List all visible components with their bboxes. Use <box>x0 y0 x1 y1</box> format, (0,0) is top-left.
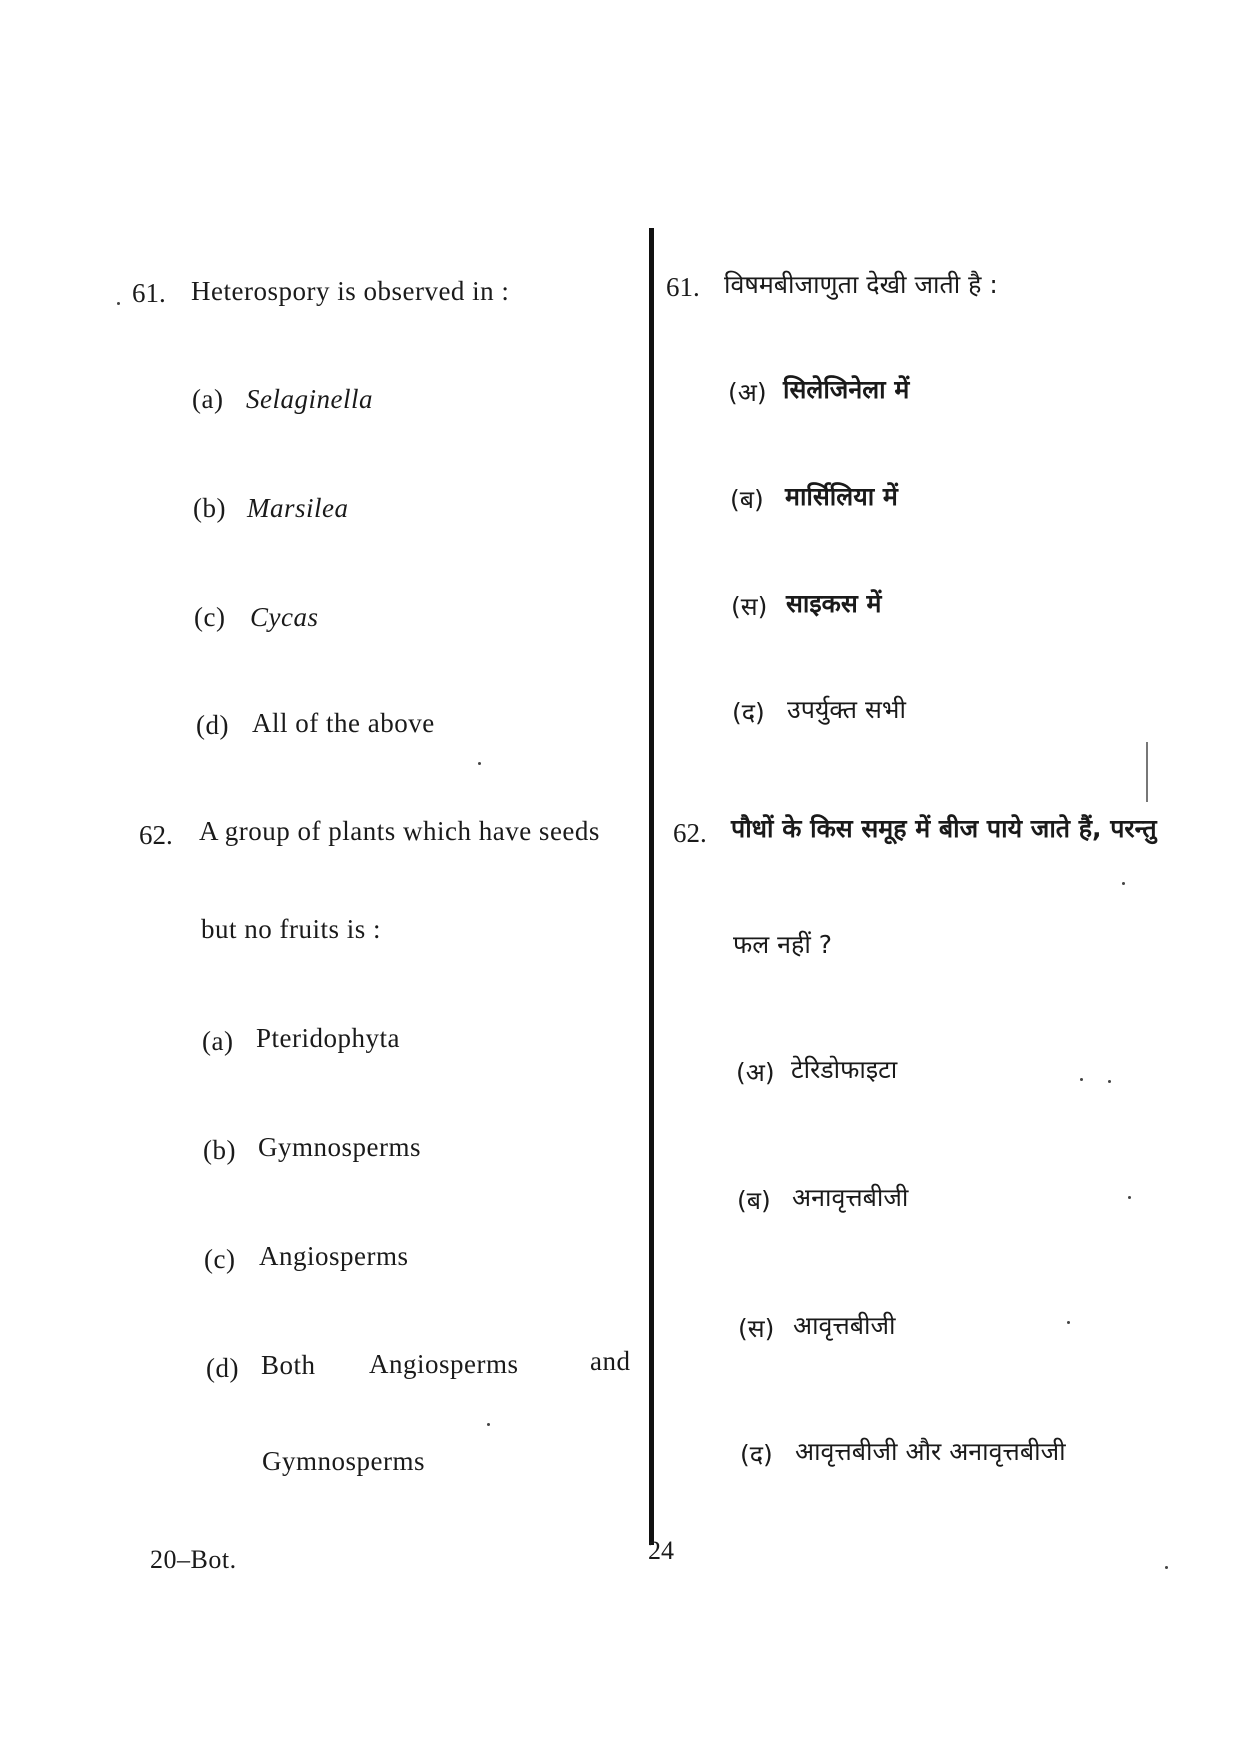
paper-code: 20–Bot. <box>150 1545 237 1574</box>
q61-option-c-text: Cycas <box>250 602 319 632</box>
q62-option-a-text: Pteridophyta <box>256 1023 400 1053</box>
q61-hi-option-a-text: सिलेजिनेला में <box>783 375 910 404</box>
q62-option-d-line2: Gymnosperms <box>262 1446 425 1476</box>
q62-option-c-label: (c) <box>204 1244 236 1274</box>
q61-hi-option-a-label: (अ) <box>728 378 767 407</box>
q62-option-d-word3: and <box>590 1346 631 1376</box>
q61-option-d-text: All of the above <box>252 708 435 738</box>
q61-option-b-label: (b) <box>193 493 226 523</box>
scan-speck <box>487 1423 490 1426</box>
q61-option-a-label: (a) <box>192 384 224 414</box>
q61-hi-question: विषमबीजाणुता देखी जाती है : <box>724 270 998 299</box>
q61-hi-option-c-text: साइकस में <box>786 589 882 618</box>
q62-hi-option-d-text: आवृत्तबीजी और अनावृत्तबीजी <box>795 1437 1066 1466</box>
page-number: 24 <box>648 1536 674 1565</box>
scan-speck <box>1165 1566 1168 1569</box>
q61-hi-number: 61. <box>666 272 700 302</box>
q62-option-d-word2: Angiosperms <box>369 1349 519 1379</box>
q62-hi-option-a-text: टेरिडोफाइटा <box>791 1055 898 1084</box>
q61-option-a-text: Selaginella <box>246 384 373 414</box>
q62-hi-option-b-label: (ब) <box>737 1186 771 1215</box>
q61-hi-option-d-text: उपर्युक्त सभी <box>787 695 906 724</box>
q62-hi-number: 62. <box>673 818 707 848</box>
q62-number: 62. <box>139 820 173 850</box>
column-divider <box>649 228 654 1545</box>
q62-option-d-word1: Both <box>261 1350 316 1380</box>
q62-hi-option-c-text: आवृत्तबीजी <box>793 1311 896 1340</box>
q61-option-b-text: Marsilea <box>247 493 349 523</box>
q62-option-d-label: (d) <box>206 1353 239 1383</box>
q61-question: Heterospory is observed in : <box>191 276 510 306</box>
q61-option-c-label: (c) <box>194 602 226 632</box>
q62-hi-option-a-label: (अ) <box>736 1058 775 1087</box>
q62-hi-option-b-text: अनावृत्तबीजी <box>792 1183 909 1212</box>
q62-question-line1: A group of plants which have seeds <box>199 816 600 846</box>
q61-option-d-label: (d) <box>196 710 229 740</box>
scan-speck <box>478 762 481 765</box>
q62-hi-question-line2: फल नहीं ? <box>733 930 833 959</box>
q62-hi-option-d-label: (द) <box>740 1440 773 1469</box>
scan-speck <box>117 302 120 305</box>
q62-hi-question-line1: पौधों के किस समूह में बीज पाये जाते हैं, परन्तु <box>731 814 1157 843</box>
q62-option-b-text: Gymnosperms <box>258 1132 421 1162</box>
scan-speck <box>1080 1078 1083 1081</box>
q61-number: 61. <box>132 278 166 308</box>
scan-speck <box>1108 1080 1111 1083</box>
scan-speck <box>1067 1321 1070 1324</box>
q62-option-c-text: Angiosperms <box>259 1241 409 1271</box>
scan-mark <box>1146 742 1148 802</box>
q62-hi-option-c-label: (स) <box>738 1314 775 1343</box>
scan-speck <box>1128 1196 1131 1199</box>
q62-question-line2: but no fruits is : <box>201 914 382 944</box>
q61-hi-option-c-label: (स) <box>731 592 768 621</box>
q62-option-a-label: (a) <box>202 1026 234 1056</box>
q61-hi-option-d-label: (द) <box>732 698 765 727</box>
q61-hi-option-b-text: मार्सिलिया में <box>785 482 898 511</box>
q62-option-b-label: (b) <box>203 1135 236 1165</box>
scan-speck <box>1122 882 1125 885</box>
q61-hi-option-b-label: (ब) <box>730 485 764 514</box>
